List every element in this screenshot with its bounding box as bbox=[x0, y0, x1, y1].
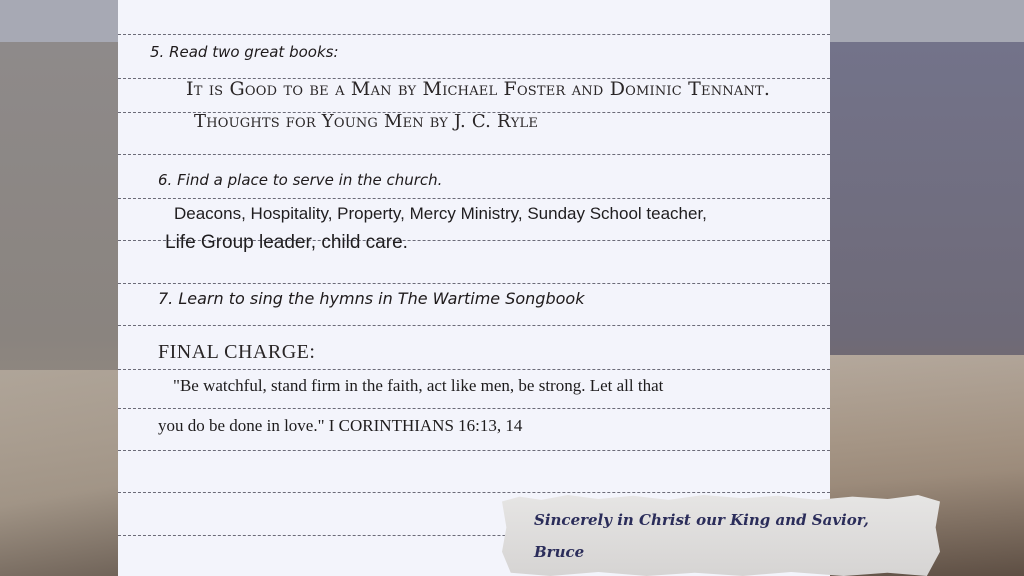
final-charge-heading: FINAL CHARGE: bbox=[158, 341, 316, 363]
book-title-1: It is Good to be a Man by Michael Foster and Dominic Tennant. bbox=[186, 78, 771, 100]
paper-rule bbox=[118, 408, 830, 409]
paper-rule bbox=[118, 154, 830, 155]
signature-name: Bruce bbox=[534, 543, 585, 561]
book-title-2: Thoughts for Young Men by J. C. Ryle bbox=[194, 111, 539, 132]
paper-rule bbox=[118, 492, 830, 493]
paper-rule bbox=[118, 450, 830, 451]
paper-rule bbox=[118, 34, 830, 35]
final-charge-quote-line-2: you do be done in love." I CORINTHIANS 16:13, 14 bbox=[158, 416, 523, 435]
torn-paper-signature-card bbox=[502, 495, 940, 576]
notebook-paper bbox=[118, 0, 830, 576]
item-5-heading: 5. Read two great books: bbox=[150, 43, 339, 61]
paper-rule bbox=[118, 325, 830, 326]
paper-rule bbox=[118, 283, 830, 284]
paper-rule bbox=[118, 369, 830, 370]
service-roles-line-1: Deacons, Hospitality, Property, Mercy Ministry, Sunday School teacher, bbox=[174, 204, 707, 223]
signature-closing: Sincerely in Christ our King and Savior, bbox=[534, 511, 869, 529]
final-charge-quote-line-1: "Be watchful, stand firm in the faith, act like men, be strong. Let all that bbox=[173, 376, 664, 395]
item-6-heading: 6. Find a place to serve in the church. bbox=[158, 171, 443, 189]
background-open-book-left bbox=[0, 370, 118, 576]
service-roles-line-2: Life Group leader, child care. bbox=[165, 232, 408, 253]
item-7-heading: 7. Learn to sing the hymns in The Wartime Songbook bbox=[158, 289, 585, 308]
paper-rule bbox=[118, 198, 830, 199]
